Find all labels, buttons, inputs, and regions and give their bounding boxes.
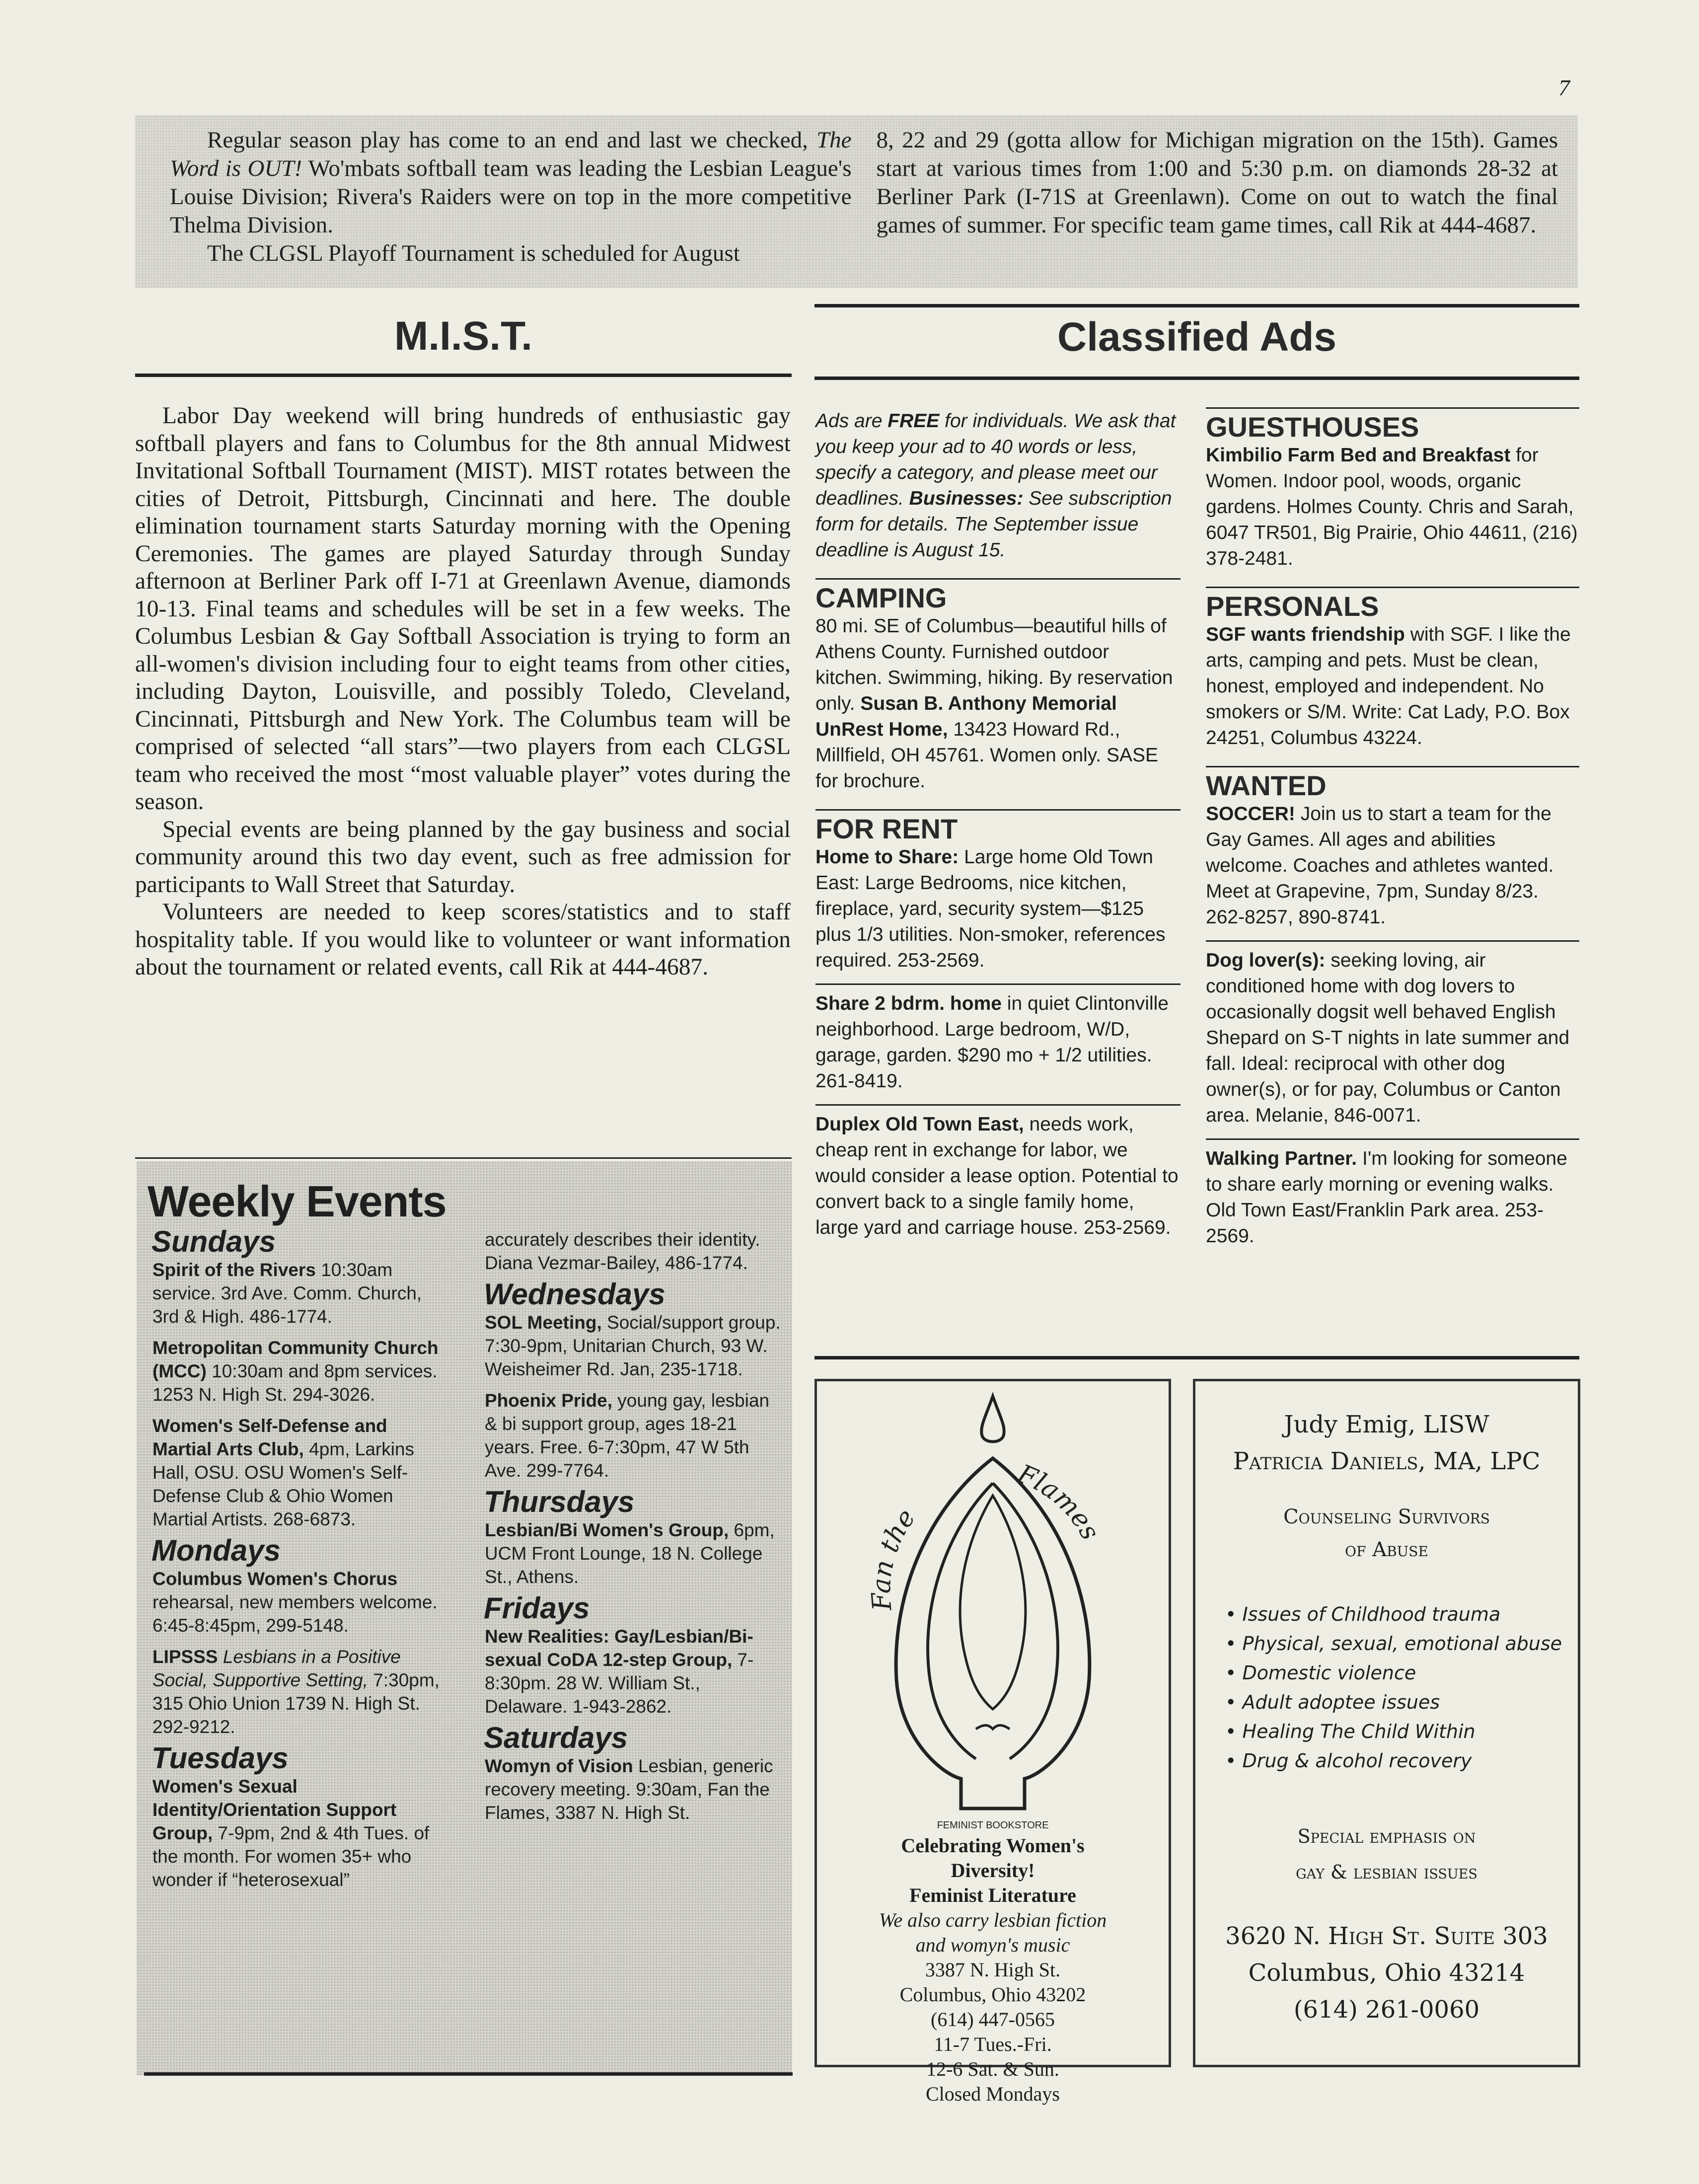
mist-paragraph: Special events are being planned by the gay business and social community around this two day event, such as free admission for participants to Wall Street that Saturday. bbox=[135, 816, 791, 898]
ad-line: Columbus, Ohio 43202 bbox=[899, 1983, 1086, 2006]
ad-line: Celebrating Women's bbox=[901, 1834, 1085, 1857]
event-item: Spirit of the Rivers 10:30am service. 3rd Ave. Comm. Church, 3rd & High. 486-1774. bbox=[152, 1260, 422, 1327]
ad-line: 11-7 Tues.-Fri. bbox=[934, 2033, 1052, 2055]
bookstore-details bbox=[817, 1833, 1169, 2107]
therapist-names bbox=[1195, 1406, 1578, 1480]
ad-line: 3387 N. High St. bbox=[925, 1958, 1061, 1981]
logo-caption: FEMINIST BOOKSTORE bbox=[937, 1820, 1049, 1831]
address-line: 3620 N. High St. Suite 303 bbox=[1225, 1922, 1548, 1950]
classified-ad: Share 2 bdrm. home in quiet Clintonville neighborhood. Large bedroom, W/D, garage, garden. $290 mo + 1/2 utilities. 261-8419. bbox=[815, 993, 1169, 1092]
category-for-rent: FOR RENT bbox=[815, 813, 958, 844]
bullet-item: • Issues of Childhood trauma bbox=[1225, 1600, 1562, 1629]
day-heading-mondays: Mondays bbox=[151, 1534, 281, 1567]
classified-top-rule bbox=[814, 304, 1579, 307]
ad-divider bbox=[815, 983, 1181, 985]
ads-top-rule bbox=[814, 1356, 1579, 1359]
event-item: Phoenix Pride, young gay, lesbian & bi support group, ages 18-21 years. Free. 6-7:30pm, 47 W 5th Ave. 299-7764. bbox=[485, 1390, 770, 1481]
category-rule bbox=[815, 578, 1181, 580]
ad-line: Closed Mondays bbox=[926, 2083, 1060, 2105]
ad-line: Feminist Literature bbox=[909, 1884, 1076, 1906]
ad-divider bbox=[1206, 940, 1579, 942]
logo-arc-right-text: Flames bbox=[1013, 1459, 1106, 1545]
service-title bbox=[1195, 1501, 1578, 1566]
ad-line: Diversity! bbox=[951, 1859, 1035, 1882]
mist-paragraph: Volunteers are needed to keep scores/statistics and to staff hospitality table. If you would like to volunteer or want information about the tournament or related events, call Rik at 444-4687. bbox=[135, 899, 791, 980]
svg-text:Flames bbox=[1013, 1459, 1105, 1545]
event-item: New Realities: Gay/Lesbian/Bi-sexual CoDA 12-step Group, 7-8:30pm. 28 W. William St., Delaware. 1-943-2862. bbox=[485, 1626, 754, 1717]
bullet-item: • Drug & alcohol recovery bbox=[1225, 1746, 1562, 1776]
therapist-name: Patricia Daniels, MA, LPC bbox=[1233, 1447, 1541, 1475]
day-heading-tuesdays: Tuesdays bbox=[151, 1741, 289, 1775]
category-rule bbox=[815, 809, 1181, 811]
counseling-ad bbox=[1193, 1379, 1580, 2067]
service-line: Counseling Survivors bbox=[1283, 1506, 1490, 1528]
classified-ad: Kimbilio Farm Bed and Breakfast for Women. Indoor pool, woods, organic gardens. Holmes County. Chris and Sarah, 6047 TR501, Big Prairie, Ohio 44611, (216) 378-2481. bbox=[1206, 445, 1578, 569]
category-camping: CAMPING bbox=[815, 582, 947, 613]
classified-heading: Classified Ads bbox=[1057, 314, 1337, 360]
event-item: Women's Self-Defense and Martial Arts Club, 4pm, Larkins Hall, OSU. OSU Women's Self-Defense Club & Ohio Women Martial Artists. 268-6873. bbox=[152, 1416, 415, 1529]
phone-number: (614) 261-0060 bbox=[1293, 1996, 1480, 2024]
event-item: Lesbian/Bi Women's Group, 6pm, UCM Front Lounge, 18 N. College St., Athens. bbox=[485, 1520, 775, 1587]
day-heading-saturdays: Saturdays bbox=[484, 1721, 628, 1754]
classified-ad: SOCCER! Join us to start a team for the Gay Games. All ages and abilities welcome. Coaches and athletes wanted. Meet at Grapevine, 7pm, Sunday 8/23. 262-8257, 890-8741. bbox=[1206, 803, 1554, 928]
service-bullets bbox=[1225, 1600, 1562, 1776]
weekly-bottom-rule bbox=[144, 2072, 793, 2076]
classified-ad: SGF wants friendship with SGF. I like the arts, camping and pets. Must be clean, honest, employed and independent. No smokers or S/M. Write: Cat Lady, P.O. Box 24251, Columbus 43224. bbox=[1206, 624, 1571, 749]
softball-news-box bbox=[135, 115, 1578, 288]
category-wanted: WANTED bbox=[1206, 770, 1327, 801]
therapist-address bbox=[1195, 1918, 1578, 2028]
classified-ad: Dog lover(s): seeking loving, air conditioned home with dog lovers to occasionally dogsit well behaved English Shepard on S-T nights in late summer and fall. Ideal: reciprocal with other dog owner(s), or for pay, Columbus or Canton area. Melanie, 846-0071. bbox=[1206, 950, 1570, 1126]
bullet-item: • Healing The Child Within bbox=[1225, 1717, 1562, 1746]
category-guesthouses: GUESTHOUSES bbox=[1206, 411, 1419, 443]
classified-ad: Home to Share: Large home Old Town East: Large Bedrooms, nice kitchen, fireplace, yard, security system—$125 plus 1/3 utilities. Non-smoker, references required. 253-2569. bbox=[815, 846, 1166, 971]
day-heading-fridays: Fridays bbox=[484, 1591, 590, 1625]
day-heading-thursdays: Thursdays bbox=[484, 1485, 635, 1518]
mist-heading-rule bbox=[135, 374, 792, 377]
ad-line: We also carry lesbian fiction bbox=[879, 1909, 1107, 1931]
event-item: Womyn of Vision Lesbian, generic recovery meeting. 9:30am, Fan the Flames, 3387 N. High St. bbox=[485, 1756, 773, 1823]
weekly-top-rule bbox=[135, 1157, 792, 1159]
ad-divider bbox=[1206, 1138, 1579, 1140]
bullet-item: • Adult adoptee issues bbox=[1225, 1688, 1562, 1717]
classified-column-1 bbox=[815, 408, 1181, 1241]
ad-line: (614) 447-0565 bbox=[931, 2008, 1055, 2031]
softball-paragraph-2: The CLGSL Playoff Tournament is scheduled for August bbox=[207, 240, 740, 266]
ad-line: and womyn's music bbox=[915, 1934, 1070, 1956]
classified-heading-rule bbox=[814, 377, 1579, 380]
softball-paragraph-1: Regular season play has come to an end and last we checked, The Word is OUT! Wo'mbats softball team was leading the Lesbian League's Louise Division; Rivera's Raiders were on top in the more competitive Thelma Division. bbox=[170, 127, 852, 238]
classified-ad: Duplex Old Town East, needs work, cheap rent in exchange for labor, we would consider a lease option. Potential to convert back to a single family home, large yard and carriage house. 253-2569. bbox=[815, 1114, 1179, 1238]
day-heading-wednesdays: Wednesdays bbox=[484, 1278, 665, 1311]
category-personals: PERSONALS bbox=[1206, 591, 1379, 622]
day-heading-sundays: Sundays bbox=[151, 1225, 276, 1258]
mist-article bbox=[135, 402, 791, 981]
event-item: SOL Meeting, Social/support group. 7:30-9pm, Unitarian Church, 93 W. Weisheimer Rd. Jan, 235-1718. bbox=[485, 1312, 781, 1379]
classified-intro: Ads are FREE for individuals. We ask that you keep your ad to 40 words or less, specify a category, and please meet our deadlines. Businesses: See subscription form for details. The September issue deadline is August 15. bbox=[815, 410, 1176, 561]
logo-arc-left-text: Fan the bbox=[866, 1504, 922, 1612]
weekly-column-right bbox=[480, 1228, 782, 1899]
emphasis-line: gay & lesbian issues bbox=[1296, 1861, 1477, 1883]
svg-text:Fan the bbox=[866, 1504, 921, 1612]
category-rule bbox=[1206, 766, 1579, 767]
event-item: Columbus Women's Chorus rehearsal, new members welcome. 6:45-8:45pm, 299-5148. bbox=[152, 1569, 438, 1636]
bullet-item: • Domestic violence bbox=[1225, 1658, 1562, 1688]
weekly-events-box bbox=[137, 1161, 792, 2075]
ad-line: 12-6 Sat. & Sun. bbox=[926, 2058, 1059, 2080]
event-item: Women's Sexual Identity/Orientation Support Group, 7-9pm, 2nd & 4th Tues. of the month. For women 35+ who wonder if “heterosexual” bbox=[152, 1776, 430, 1890]
therapist-name: Judy Emig, LISW bbox=[1284, 1411, 1489, 1438]
category-rule bbox=[1206, 407, 1579, 409]
service-line: of Abuse bbox=[1345, 1538, 1428, 1561]
bullet-item: • Physical, sexual, emotional abuse bbox=[1225, 1629, 1562, 1658]
weekly-events-title: Weekly Events bbox=[148, 1177, 446, 1226]
weekly-column-left bbox=[148, 1225, 450, 1899]
page-number: 7 bbox=[1558, 75, 1570, 100]
emphasis-text bbox=[1195, 1818, 1578, 1890]
classified-ad: Walking Partner. I'm looking for someone to share early morning or evening walks. Old Town East/Franklin Park area. 253-2569. bbox=[1206, 1148, 1567, 1247]
fan-the-flames-ad bbox=[814, 1379, 1171, 2105]
event-item: LIPSSS Lesbians in a Positive Social, Supportive Setting, 7:30pm, 315 Ohio Union 1739 N. High St. 292-9212. bbox=[152, 1647, 440, 1737]
category-rule bbox=[1206, 587, 1579, 588]
event-item-continued: accurately describes their identity. Diana Vezmar-Bailey, 486-1774. bbox=[485, 1229, 760, 1273]
ad-divider bbox=[815, 1104, 1181, 1106]
event-item: Metropolitan Community Church (MCC) 10:30am and 8pm services. 1253 N. High St. 294-3026. bbox=[152, 1338, 439, 1405]
mist-heading: M.I.S.T. bbox=[394, 313, 532, 359]
mist-paragraph: Labor Day weekend will bring hundreds of enthusiastic gay softball players and fans to Columbus for the 8th annual Midwest Invitational Softball Tournament (MIST). MIST rotates between the cities of Detroit, Pittsburgh, Cincinnati and here. The double elimination tournament starts Saturday morning with the Opening Ceremonies. The games are played Saturday through Sunday afternoon at Berliner Park off I-71 at Greenlawn Avenue, diamonds 10-13. Final teams and schedules will be set in a few weeks. The Columbus Lesbian & Gay Softball Association is trying to form an all-women's division including four to eight teams from other cities, including Dayton, Louisville, and possibly Toledo, Cleveland, Cincinnati, Pittsburgh and New York. The Columbus team will be comprised of selected “all stars”—two players from each CLGSL team who received the most “most valuable player” votes during the season. bbox=[135, 403, 791, 815]
classified-ad: 80 mi. SE of Columbus—beautiful hills of Athens County. Furnished outdoor kitchen. Swimming, hiking. By reservation only. Susan B. Anthony Memorial UnRest Home, 13423 Howard Rd., Millfield, OH 45761. Women only. SASE for brochure. bbox=[815, 615, 1173, 792]
classified-column-2 bbox=[1206, 407, 1579, 1249]
emphasis-line: Special emphasis on bbox=[1297, 1825, 1476, 1847]
flame-logo-icon bbox=[817, 1381, 1169, 1833]
softball-paragraph-continued: 8, 22 and 29 (gotta allow for Michigan migration on the 15th). Games start at various times from 1:00 and 5:30 p.m. on diamonds 28-32 at Berliner Park (I-71S at Greenlawn). Come on out to watch the final games of summer. For specific team game times, call Rik at 444-4687. bbox=[876, 127, 1558, 238]
address-line: Columbus, Ohio 43214 bbox=[1248, 1959, 1525, 1987]
